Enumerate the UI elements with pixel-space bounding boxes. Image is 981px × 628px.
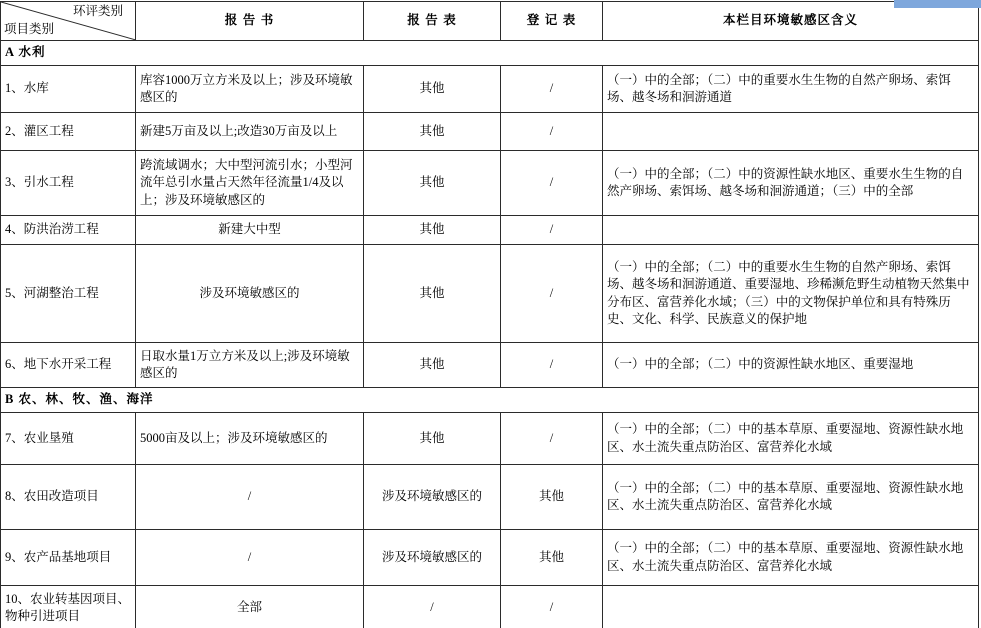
- cell-report-book: 跨流域调水；大中型河流引水；小型河流年总引水量占天然年径流量1/4及以上；涉及环境敏感区的: [136, 151, 364, 216]
- cell-sensitive-meaning: [603, 113, 979, 151]
- cell-report-book: 5000亩及以上；涉及环境敏感区的: [136, 413, 364, 465]
- cell-report-book: 新建大中型: [136, 216, 364, 245]
- row-label: 2、灌区工程: [1, 113, 136, 151]
- cell-registration-form: 其他: [501, 465, 603, 530]
- cell-report-book: /: [136, 465, 364, 530]
- table-row: [1, 245, 979, 343]
- cell-report-book: 日取水量1万立方米及以上;涉及环境敏感区的: [136, 343, 364, 388]
- cell-report-form: 其他: [364, 245, 501, 343]
- table-row: [1, 343, 979, 388]
- header-registration-form: 登 记 表: [501, 2, 603, 41]
- corner-label-column-axis: 环评类别: [72, 4, 123, 18]
- corner-header-cell: [1, 2, 136, 41]
- header-row: [1, 2, 979, 41]
- cell-report-form: 其他: [364, 413, 501, 465]
- row-label: 5、河湖整治工程: [1, 245, 136, 343]
- table-row: [1, 530, 979, 586]
- cell-report-book: 涉及环境敏感区的: [136, 245, 364, 343]
- cell-report-book: 新建5万亩及以上;改造30万亩及以上: [136, 113, 364, 151]
- table-row: [1, 465, 979, 530]
- cell-report-form: 其他: [364, 151, 501, 216]
- header-report-form: 报 告 表: [364, 2, 501, 41]
- section-row: [1, 388, 979, 413]
- eia-category-table: [0, 1, 979, 628]
- cell-registration-form: 其他: [501, 530, 603, 586]
- cell-report-form: 其他: [364, 113, 501, 151]
- corner-label-row-axis: 项目类别: [4, 21, 55, 36]
- cell-registration-form: /: [501, 586, 603, 628]
- cell-sensitive-meaning: （一）中的全部；（二）中的资源性缺水地区、重要湿地: [603, 343, 979, 388]
- cell-sensitive-meaning: （一）中的全部；（二）中的资源性缺水地区、重要水生生物的自然产卵场、索饵场、越冬场和洄游通道；（三）中的全部: [603, 151, 979, 216]
- section-title: A 水利: [1, 41, 979, 66]
- cell-registration-form: /: [501, 66, 603, 113]
- cell-report-form: 其他: [364, 66, 501, 113]
- cell-sensitive-meaning: [603, 586, 979, 628]
- row-label: 8、农田改造项目: [1, 465, 136, 530]
- cell-registration-form: /: [501, 343, 603, 388]
- row-label: 4、防洪治涝工程: [1, 216, 136, 245]
- section-row: [1, 41, 979, 66]
- row-label: 10、农业转基因项目、物种引进项目: [1, 586, 136, 628]
- cell-report-book: 库容1000万立方米及以上；涉及环境敏感区的: [136, 66, 364, 113]
- cell-report-form: 其他: [364, 343, 501, 388]
- row-label: 9、农产品基地项目: [1, 530, 136, 586]
- table-row: [1, 413, 979, 465]
- cell-sensitive-meaning: （一）中的全部；（二）中的基本草原、重要湿地、资源性缺水地区、水土流失重点防治区、富营养化水域: [603, 530, 979, 586]
- cell-report-form: 其他: [364, 216, 501, 245]
- row-label: 7、农业垦殖: [1, 413, 136, 465]
- cell-sensitive-meaning: [603, 216, 979, 245]
- cell-registration-form: /: [501, 245, 603, 343]
- table-row: [1, 586, 979, 628]
- table-row: [1, 113, 979, 151]
- row-label: 6、地下水开采工程: [1, 343, 136, 388]
- row-label: 1、水库: [1, 66, 136, 113]
- cell-registration-form: /: [501, 216, 603, 245]
- cell-registration-form: /: [501, 151, 603, 216]
- cell-report-form: 涉及环境敏感区的: [364, 530, 501, 586]
- cell-sensitive-meaning: （一）中的全部；（二）中的基本草原、重要湿地、资源性缺水地区、水土流失重点防治区、富营养化水域: [603, 465, 979, 530]
- cell-sensitive-meaning: （一）中的全部；（二）中的基本草原、重要湿地、资源性缺水地区、水土流失重点防治区、富营养化水域: [603, 413, 979, 465]
- cell-report-form: 涉及环境敏感区的: [364, 465, 501, 530]
- section-title: B 农、林、牧、渔、海洋: [1, 388, 979, 413]
- table-row: [1, 216, 979, 245]
- cell-registration-form: /: [501, 113, 603, 151]
- cell-sensitive-meaning: （一）中的全部；（二）中的重要水生生物的自然产卵场、索饵场、越冬场和洄游通道: [603, 66, 979, 113]
- cell-report-book: /: [136, 530, 364, 586]
- blue-accent-fragment: [894, 0, 981, 8]
- header-report-book: 报 告 书: [136, 2, 364, 41]
- row-label: 3、引水工程: [1, 151, 136, 216]
- cell-report-book: 全部: [136, 586, 364, 628]
- header-sensitive-area-meaning: 本栏目环境敏感区含义: [603, 2, 979, 41]
- cell-registration-form: /: [501, 413, 603, 465]
- table-row: [1, 151, 979, 216]
- table-row: [1, 66, 979, 113]
- cell-report-form: /: [364, 586, 501, 628]
- cell-sensitive-meaning: （一）中的全部；（二）中的重要水生生物的自然产卵场、索饵场、越冬场和洄游通道、重要湿地、珍稀濒危野生动植物天然集中分布区、富营养化水域；（三）中的文物保护单位和具有特殊历史、文化、科学、民族意义的保护地: [603, 245, 979, 343]
